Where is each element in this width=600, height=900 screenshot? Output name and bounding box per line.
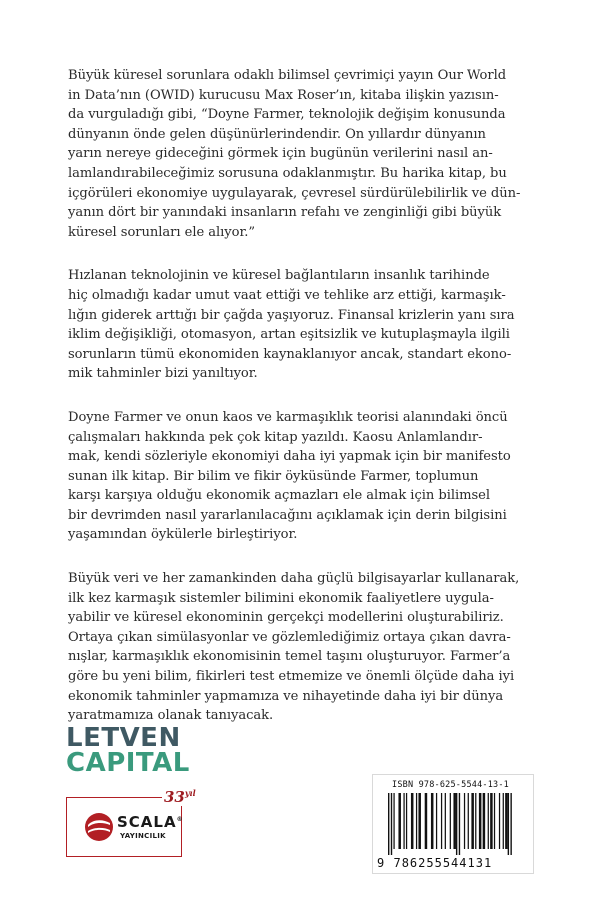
text-line: Doyne Farmer ve onun kaos ve karmaşıklık teorisi alanındaki öncü [68, 409, 508, 425]
text-line: yanın dört bir yanındaki insanların refahı ve zenginliği gibi büyük [68, 205, 502, 221]
barcode-bar [425, 793, 428, 849]
barcode-guard-bar [456, 793, 457, 855]
barcode-digits [377, 856, 492, 870]
text-line: sorunların tümü ekonomiden kaynaklanıyor ancak, standart ekono- [68, 346, 512, 362]
text-line: yarın nereye gideceğini görmek için bugünün verilerini nasıl an- [68, 146, 493, 162]
text-line: Ortaya çıkan simülasyonlar ve gözlemlediğimiz ortaya çıkan davra- [68, 629, 511, 645]
barcode-bar [441, 793, 442, 849]
text-line: bir devrimden nasıl yararlanılacağını açıklamak için derin bilgisini [68, 507, 507, 523]
scala-years-suffix: yıl [184, 788, 196, 798]
text-line: yaratmamıza olanak tanıyacak. [68, 708, 274, 724]
text-line: ekonomik tahminler yapmamıza ve nihayetinde daha iyi bir dünya [68, 688, 504, 704]
isbn-label: ISBN 978-625-5544-13-1 [392, 780, 509, 790]
paragraph-1 [68, 66, 536, 242]
text-line: iklim değişikliği, otomasyon, artan eşitsizlik ve kutuplaşmayla ilgili [68, 327, 510, 343]
barcode-bar [479, 793, 482, 849]
text-line: Büyük küresel sorunlara odaklı bilimsel çevrimiçi yayın Our World [68, 68, 507, 83]
text-line: nışlar, karmaşıklık ekonomisinin temel taşını oluşturuyor. Farmer’a [68, 649, 511, 665]
barcode-bar [475, 793, 476, 849]
barcode-guard-bar [508, 793, 509, 855]
barcode-bar [468, 793, 469, 849]
text-line: yabilir ve küresel ekonominin gerçekçi modellerini oluşturabiliriz. [68, 610, 504, 626]
barcode-bar [403, 793, 404, 849]
text-line: mak, kendi sözleriyle ekonomiyi daha iyi yapmak için bir manifesto [68, 449, 511, 465]
text-line: küresel sorunları ele alıyor.” [68, 224, 256, 240]
barcode-guard-bar [391, 793, 392, 855]
text-line: sunan ilk kitap. Bir bilim ve fikir öyküsünde Farmer, toplumun [68, 468, 479, 484]
barcode-bar [406, 793, 407, 849]
registered-mark: ® [176, 816, 184, 823]
barcode-bar [499, 793, 500, 849]
paragraph-2 [68, 266, 536, 384]
letven-logo-line-1: LETVEN [66, 723, 181, 753]
text-line: hiç olmadığı kadar umut vaat ettiği ve tehlike arz ettiği, karmaşık- [68, 287, 506, 303]
barcode-bar [416, 793, 417, 849]
barcode-bars [386, 793, 528, 855]
barcode-first-digit: 9 [377, 856, 386, 870]
text-line: karşı karşıya olduğu ekonomik açmazları ele almak için bilimsel [68, 488, 490, 504]
text-line: lamlandırabileceğimiz sorusuna odaklanmıştır. Bu harika kitap, bu [68, 165, 507, 181]
text-line: Büyük veri ve her zamankinden daha güçlü bilgisayarlar kullanarak, [68, 571, 520, 587]
barcode-bar [483, 793, 486, 849]
text-line: Hızlanan teknolojinin ve küresel bağlantıların insanlık tarihinde [68, 268, 490, 284]
barcode-guard-bar [510, 793, 511, 855]
barcode-bar [505, 793, 508, 849]
text-line: in Data’nın (OWID) kurucusu Max Roser’ın, kitaba ilişkin yazısın- [68, 87, 499, 103]
scala-anniversary-mark [162, 788, 198, 806]
barcode-bar [393, 793, 394, 849]
text-line: göre bu yeni bilim, fikirleri test etmemize ve önemli ölçüde daha iyi [68, 669, 515, 685]
text-line: mik tahminler bizi yanıltıyor. [68, 366, 258, 382]
text-line: lığın giderek arttığı bir çağda yaşıyoruz. Finansal krizlerin yanı sıra [68, 307, 515, 323]
text-line: yaşamından öykülerle birleştiriyor. [68, 527, 298, 543]
text-line: dünyanın önde gelen düşünürlerindendir. On yıllardır dünyanın [68, 126, 486, 142]
barcode-bar [471, 793, 474, 849]
text-line: içgörüleri ekonomiye uygulayarak, çevresel sürdürülebilirlik ve dün- [68, 185, 521, 201]
barcode-bar [488, 793, 489, 849]
back-cover-text [68, 66, 536, 748]
barcode-bar [503, 793, 504, 849]
barcode-bar [450, 793, 451, 849]
barcode-bar [445, 793, 446, 849]
scala-name-text: SCALA [117, 813, 177, 831]
paragraph-4 [68, 569, 536, 726]
scala-emblem-icon [84, 812, 114, 842]
text-line: çalışmaları hakkında pek çok kitap yazıldı. Kaosu Anlamlandır- [68, 429, 483, 445]
barcode-bar [490, 793, 493, 849]
barcode-bar [411, 793, 414, 849]
scala-wordmark [117, 813, 184, 831]
barcode-bar [398, 793, 401, 849]
text-line: da vurguladığı gibi, “Doyne Farmer, teknolojik değişim konusunda [68, 107, 506, 123]
barcode-main-digits: 786255544131 [393, 856, 493, 870]
barcode-bar [494, 793, 495, 849]
text-line: ilk kez karmaşık sistemler bilimini ekonomik faaliyetlere uygula- [68, 590, 494, 606]
barcode-bar [431, 793, 434, 849]
barcode-bar [436, 793, 437, 849]
barcode-bar [418, 793, 421, 849]
paragraph-3 [68, 408, 536, 545]
letven-logo-line-2: CAPITAL [66, 748, 190, 778]
barcode-guard-bar [459, 793, 460, 855]
scala-years-number: 33 [164, 788, 185, 806]
letven-capital-logo [66, 723, 190, 778]
barcode-bar [464, 793, 465, 849]
barcode-bar [453, 793, 456, 849]
scala-subtitle: YAYINCILIK [120, 832, 166, 840]
barcode-guard-bar [388, 793, 389, 855]
